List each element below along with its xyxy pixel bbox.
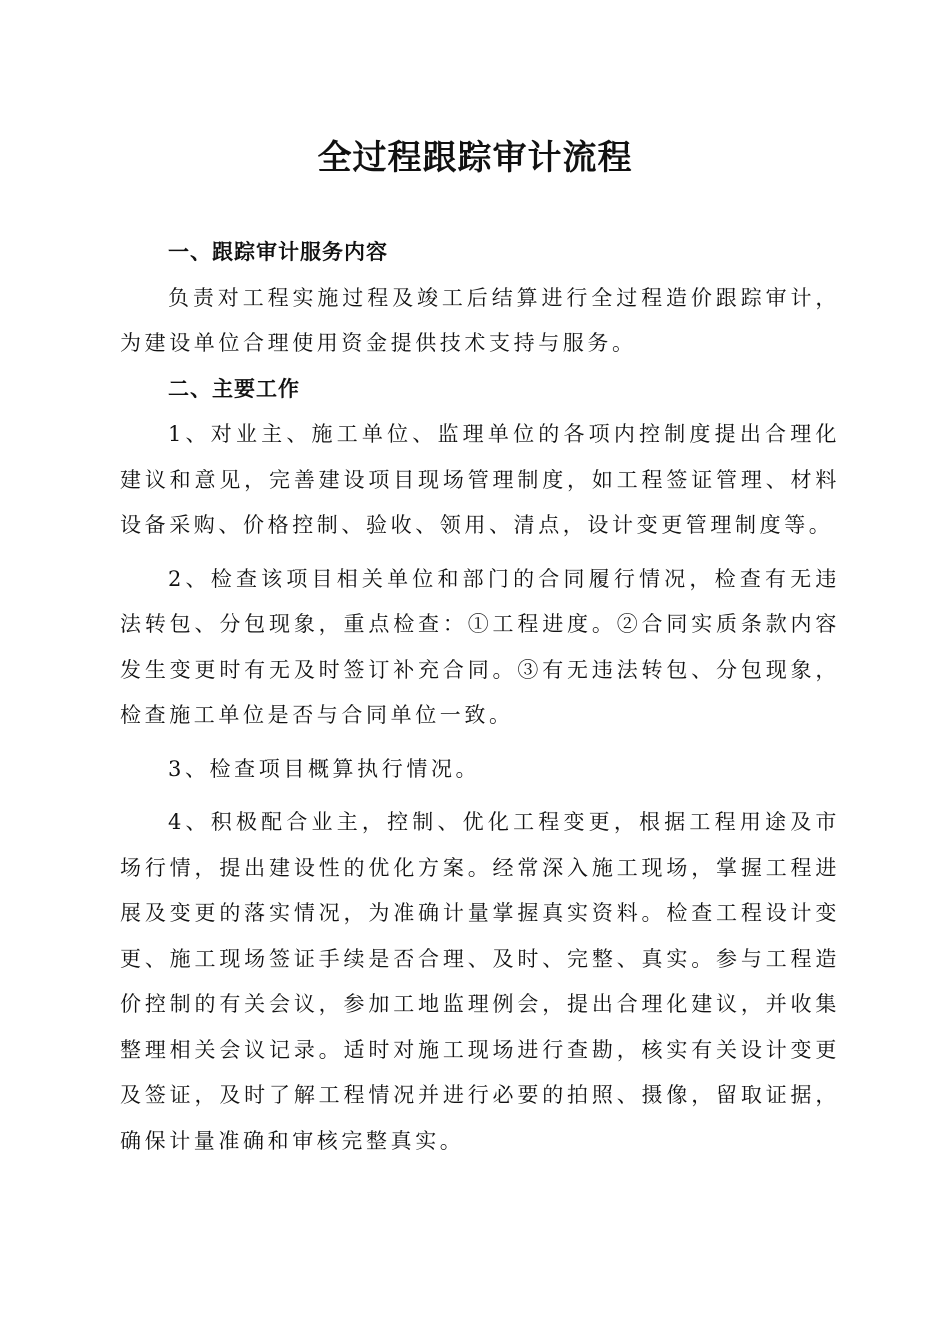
main-work-item-4: 4、积极配合业主，控制、优化工程变更，根据工程用途及市场行情，提出建设性的优化方案。经常深入施工现场，掌握工程进展及变更的落实情况，为准确计量掌握真实资料。检查工程设计变更、施工现场签证手续是否合理、及时、完整、真实。参与工程造价控制的有关会议，参加工地监理例会，提出合理化建议，并收集整理相关会议记录。适时对施工现场进行查勘，核实有关设计变更及签证，及时了解工程情况并进行必要的拍照、摄像，留取证据，确保计量准确和审核完整真实。 [120,810,840,1153]
service-content-paragraph: 负责对工程实施过程及竣工后结算进行全过程造价跟踪审计，为建设单位合理使用资金提供技术支持与服务。 [120,285,840,355]
paragraph-spacer [120,739,840,747]
document-title: 全过程跟踪审计流程 [317,138,633,178]
section-heading-main-work: 二、主要工作 [168,376,300,401]
document-body [120,230,840,1164]
main-work-item-2: 2、检查该项目相关单位和部门的合同履行情况，检查有无违法转包、分包现象，重点检查：①工程进度。②合同实质条款内容发生变更时有无及时签订补充合同。③有无违法转包、分包现象，检查施工单位是否与合同单位一致。 [120,566,840,727]
section-heading-service-content: 一、跟踪审计服务内容 [168,240,388,264]
main-work-item-1: 1、对业主、施工单位、监理单位的各项内控制度提出合理化建议和意见，完善建设项目现场管理制度，如工程签证管理、材料设备采购、价格控制、验收、领用、清点，设计变更管理制度等。 [120,422,840,537]
paragraph-spacer [120,549,840,557]
main-work-item-3: 3、检查项目概算执行情况。 [168,756,481,781]
paragraph-spacer [120,792,840,800]
